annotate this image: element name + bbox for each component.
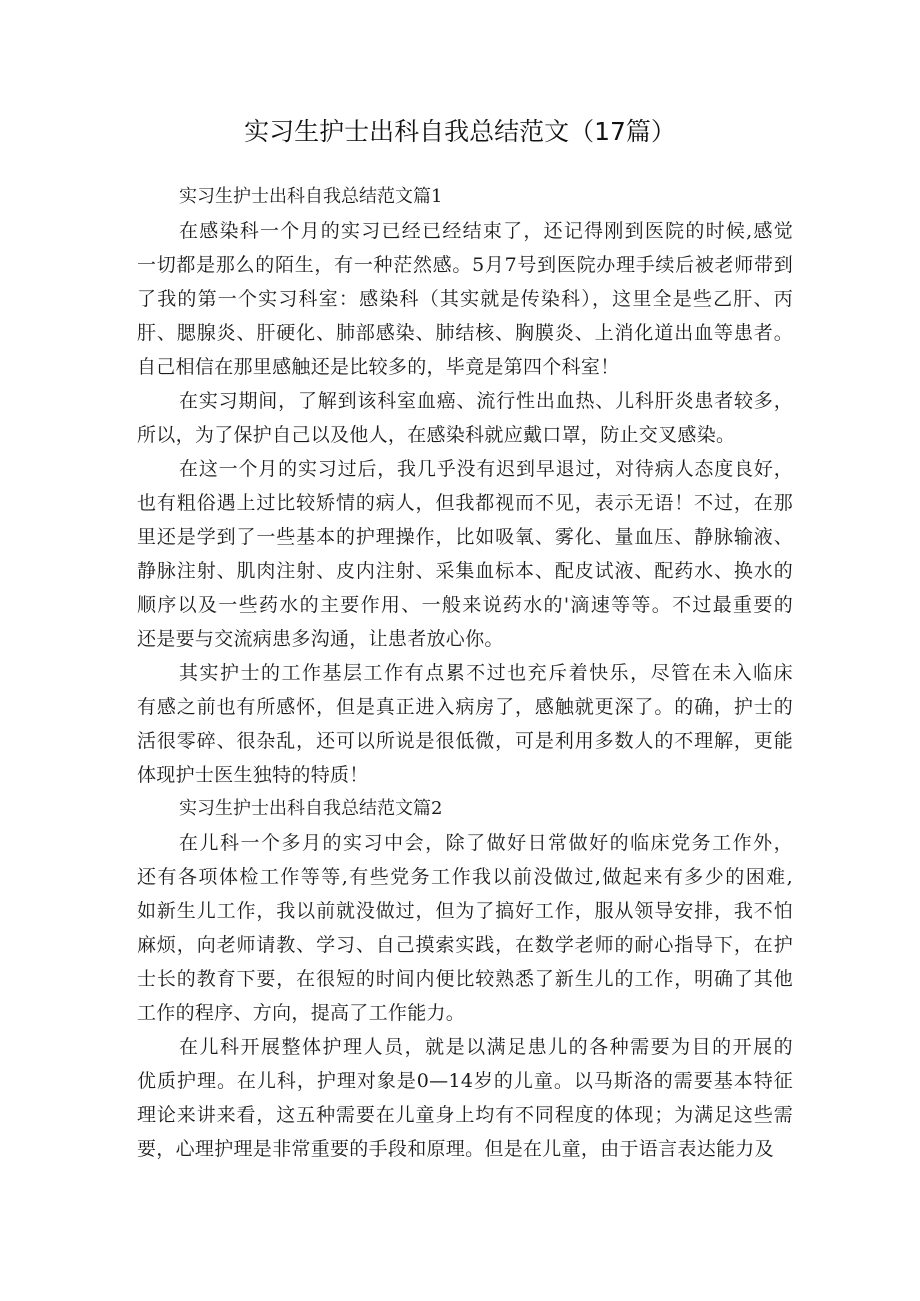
paragraph-line: 在儿科一个多月的实习中会，除了做好日常做好的临床党务工作外，: [179, 832, 793, 854]
paragraph-line: 要，心理护理是非常重要的手段和原理。但是在儿童，由于语言表达能力及: [137, 1138, 774, 1160]
paragraph-line: 顺序以及一些药水的主要作用、一般来说药水的'滴速等等。不过最重要的: [137, 594, 793, 616]
paragraph-line: 也有粗俗遇上过比较矫情的病人，但我都视而不见，表示无语！不过，在那: [137, 492, 793, 514]
paragraph: [137, 826, 793, 1030]
paragraph-line: 活很零碎、很杂乱，还可以所说是很低微，可是利用多数人的不理解，更能: [137, 730, 793, 752]
paragraph-line: 还是要与交流病患多沟通，让患者放心你。: [137, 628, 504, 650]
document-title: 实习生护士出科自我总结范文（17篇）: [244, 117, 676, 146]
paragraph-line: 还有各项体检工作等等,有些党务工作我以前没做过,做起来有多少的困难,: [137, 866, 793, 888]
paragraph: [137, 656, 793, 792]
paragraph-line: 体现护士医生独特的特质！: [137, 764, 369, 786]
paragraph: [137, 452, 793, 656]
section-heading: 实习生护士出科自我总结范文篇2: [179, 798, 443, 819]
paragraph-line: 在这一个月的实习过后，我几乎没有迟到早退过，对待病人态度良好，: [179, 458, 793, 480]
paragraph-line: 里还是学到了一些基本的护理操作，比如吸氧、雾化、量血压、静脉输液、: [137, 526, 793, 548]
paragraph-line: 一切都是那么的陌生，有一种茫然感。5月7号到医院办理手续后被老师带到: [137, 254, 793, 276]
document-body: [137, 180, 793, 1166]
paragraph-line: 如新生儿工作，我以前就没做过，但为了搞好工作，服从领导安排，我不怕: [137, 900, 793, 922]
paragraph-line: 其实护士的工作基层工作有点累不过也充斥着快乐，尽管在未入临床: [179, 662, 793, 684]
paragraph-line: 了我的第一个实习科室：感染科（其实就是传染科），这里全是些乙肝、丙: [137, 288, 793, 310]
paragraph-line: 理论来讲来看，这五种需要在儿童身上均有不同程度的体现；为满足这些需: [137, 1104, 793, 1126]
paragraph-line: 在感染科一个月的实习已经已经结束了，还记得刚到医院的时候,感觉: [179, 220, 793, 242]
paragraph-line: 静脉注射、肌肉注射、皮内注射、采集血标本、配皮试液、配药水、换水的: [137, 560, 793, 582]
paragraph: [137, 1030, 793, 1166]
paragraph: [137, 384, 793, 452]
section-heading: 实习生护士出科自我总结范文篇1: [179, 186, 443, 207]
paragraph: [137, 214, 793, 384]
paragraph-line: 所以，为了保护自己以及他人，在感染科就应戴口罩，防止交叉感染。: [137, 424, 736, 446]
paragraph-line: 优质护理。在儿科，护理对象是0—14岁的儿童。以马斯洛的需要基本特征: [137, 1070, 793, 1092]
paragraph-line: 麻烦，向老师请教、学习、自己摸索实践，在数学老师的耐心指导下，在护: [137, 934, 793, 956]
paragraph-line: 士长的教育下要，在很短的时间内便比较熟悉了新生儿的工作，明确了其他: [137, 968, 793, 990]
paragraph-line: 自己相信在那里感触还是比较多的，毕竟是第四个科室！: [137, 356, 620, 378]
paragraph-line: 工作的程序、方向，提高了工作能力。: [137, 1002, 466, 1024]
paragraph-line: 有感之前也有所感怀，但是真正进入病房了，感触就更深了。的确，护士的: [137, 696, 793, 718]
paragraph-line: 肝、腮腺炎、肝硬化、肺部感染、肺结核、胸膜炎、上消化道出血等患者。: [137, 322, 793, 344]
paragraph-line: 在儿科开展整体护理人员，就是以满足患儿的各种需要为目的开展的: [179, 1036, 793, 1058]
paragraph-line: 在实习期间，了解到该科室血癌、流行性出血热、儿科肝炎患者较多，: [179, 390, 793, 412]
